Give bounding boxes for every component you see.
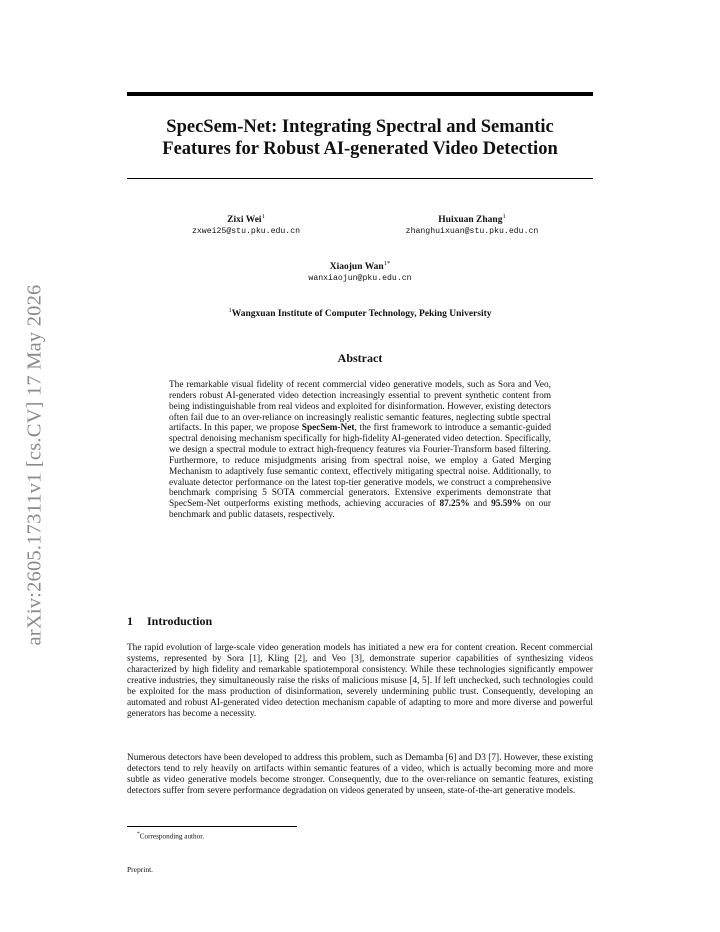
- author-name: Huixuan Zhang$^1$: [438, 213, 506, 226]
- preprint-label: Preprint.: [127, 865, 154, 874]
- accuracy-benchmark: 87.25%: [439, 499, 470, 510]
- abstract-heading: Abstract: [337, 351, 383, 365]
- intro-paragraph-2: Numerous detectors have been developed to address this problem, such as Demamba [6] and D3 [7]. However, these existing detectors tend to rely heavily on artifacts within semantic features of a video, which is actually becoming more and more subtle as video generative models become stronger. Consequently, due to the over-reliance on semantic features, existing detectors suffer from severe performance degradation on videos generated by unseen, state-of-the-art generative models.: [127, 753, 593, 796]
- paper-title: [127, 116, 593, 160]
- intro-paragraph-1: The rapid evolution of large-scale video generation models has initiated a new era for content creation. Recent commercial systems, represented by Sora [1], Kling [2], and Veo [3], demonstrate superior capabilities of synthesizing videos characterized by high fidelity and remarkable spatiotemporal consistency. While these technologies significantly empower creative industries, they simultaneously raise the risks of malicious misuse [4, 5]. If left unchecked, such technologies could be exploited for the mass production of disinformation, severely undermining public trust. Consequently, developing an automated and robust AI-generated video detection mechanism capable of adapting to more and more diverse and powerful generators has become a necessity.: [127, 643, 593, 719]
- title-line-1: SpecSem-Net: Integrating Spectral and Semantic: [166, 117, 554, 137]
- title-top-rule: [127, 92, 593, 96]
- section-heading-introduction: 1 Introduction: [127, 614, 213, 628]
- author-email[interactable]: wanxiaojun@pku.edu.cn: [308, 274, 412, 284]
- footnote-rule: [127, 826, 297, 827]
- title-line-2: Features for Robust AI-generated Video Detection: [162, 139, 558, 159]
- author-block-1: [186, 211, 306, 237]
- author-name: Zixi Wei$^1$: [227, 213, 265, 226]
- arxiv-stamp: arXiv:2605.17311v1 [cs.CV] 17 May 2026: [23, 284, 46, 646]
- affiliation: $^1$Wangxuan Institute of Computer Technology, Peking University: [228, 307, 492, 320]
- author-block-2: [372, 211, 572, 237]
- title-bottom-rule: [127, 178, 593, 179]
- author-block-3: [270, 258, 450, 284]
- abstract-body: The remarkable visual fidelity of recent commercial video generative models, such as Sora and Veo, renders robust AI-generated video detection increasingly essential to prevent synthetic content from being indistinguishable from real videos and exploited for disinformation. However, existing detectors often fail due to an over-reliance on increasingly realistic semantic features, neglecting subtle spectral artifacts. In this paper, we propose SpecSem-Net, the first framework to introduce a semantic-guided spectral denoising mechanism specifically for high-fidelity AI-generated video detection. Specifically, we design a spectral module to extract high-frequency features via Fourier-Transform based filtering. Furthermore, to reduce misjudgments arising from spectral noise, we employ a Gated Merging Mechanism to adaptively fuse semantic context, effectively mitigating spectral noise. Additionally, to evaluate detector performance on the latest top-tier generative models, we construct a comprehensive benchmark comprising 5 SOTA commercial generators. Extensive experiments demonstrate that SpecSem-Net outperforms existing methods, achieving accuracies of 87.25% and 95.59% on our benchmark and public datasets, respectively.: [169, 380, 552, 521]
- footnote: *Corresponding author.: [137, 831, 205, 841]
- accuracy-public: 95.59%: [491, 499, 522, 510]
- author-email[interactable]: zhanghuixuan@stu.pku.edu.cn: [405, 227, 539, 237]
- author-email[interactable]: zxwei25@stu.pku.edu.cn: [191, 227, 301, 237]
- model-name: SpecSem-Net: [301, 423, 355, 434]
- author-name: Xiaojun Wan$^{1*}$: [329, 260, 391, 273]
